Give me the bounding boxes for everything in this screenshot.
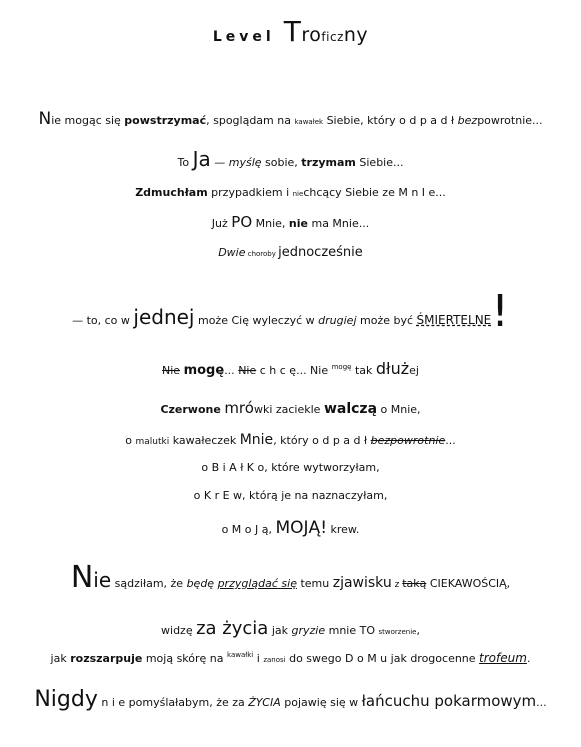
poem-line-12 [0, 520, 581, 537]
text-fragment: jak [50, 652, 71, 665]
poem-line-13 [0, 560, 581, 595]
text-fragment: mnie TO [325, 624, 379, 637]
text-fragment: sobie, [261, 156, 302, 169]
text-fragment: MOJĄ! [275, 518, 328, 538]
text-fragment: ej [409, 364, 419, 377]
poem-line-9 [0, 433, 581, 447]
text-fragment: myślę [228, 156, 262, 169]
text-fragment: ma Mnie... [307, 217, 370, 230]
poem-line-7 [0, 361, 581, 377]
poem-line-15 [0, 652, 581, 664]
text-fragment: ŻYCIA [248, 696, 281, 709]
poem-line-14 [0, 620, 581, 638]
text-fragment: N [70, 560, 94, 595]
poem-line-4 [0, 215, 581, 230]
text-fragment: . [526, 652, 531, 665]
text-fragment: kawałeczek [169, 434, 240, 447]
text-fragment: wki zaciekle [253, 403, 324, 416]
poem-line-2 [0, 149, 581, 169]
text-fragment: jak [268, 624, 292, 637]
title-t: T [283, 15, 302, 48]
text-fragment: Mnie [239, 432, 274, 448]
text-fragment: Nie [238, 364, 257, 377]
text-fragment: do swego D o M u jak drogocenne [285, 652, 480, 665]
text-fragment: Już [211, 217, 232, 230]
text-fragment: powrotnie... [477, 114, 543, 127]
text-fragment: ! [491, 286, 509, 337]
text-fragment: trzymam [301, 156, 356, 169]
text-fragment: sądziłam, że [111, 577, 187, 590]
text-fragment: ... [445, 434, 456, 447]
text-fragment: ... [224, 364, 239, 377]
text-fragment: ŚMIERTELNE [416, 313, 492, 327]
text-fragment: bezpowrotnie [370, 434, 446, 447]
text-fragment: jednej [133, 305, 195, 329]
text-fragment: walczą [323, 401, 378, 417]
text-fragment: dłuż [375, 359, 410, 378]
text-fragment: za życia [196, 618, 269, 639]
text-fragment: c h c ę... Nie [256, 364, 332, 377]
text-fragment: — [210, 156, 229, 169]
text-fragment: N [38, 109, 52, 129]
text-fragment: mogę [331, 363, 352, 371]
text-fragment: będę [186, 577, 215, 590]
text-fragment: łańcuchu pokarmowym [361, 692, 537, 710]
text-fragment: ie mogąc się [51, 114, 125, 127]
text-fragment: PO [231, 213, 253, 231]
text-fragment: To [177, 156, 193, 169]
text-fragment: — to, co w [72, 314, 134, 327]
title-cz: cz [329, 30, 344, 44]
text-fragment: Nigdy [34, 687, 98, 712]
text-fragment: Siebie, który o d p a d ł [323, 114, 458, 127]
poem-line-8 [0, 401, 581, 416]
poem-line-16 [0, 689, 581, 711]
text-fragment: może być [356, 314, 417, 327]
text-fragment: o [125, 434, 136, 447]
poem-line-11 [0, 490, 581, 501]
text-fragment: powstrzymać [124, 114, 207, 127]
text-fragment: ... [536, 696, 547, 709]
text-fragment: Siebie... [355, 156, 404, 169]
text-fragment: trofeum [479, 651, 527, 665]
text-fragment: , [416, 624, 420, 637]
text-fragment: bez [457, 114, 478, 127]
text-fragment: nie [292, 190, 304, 198]
text-fragment: chcący Siebie ze M n I e... [303, 186, 446, 199]
page-title [0, 15, 581, 48]
text-fragment: , spoglądam na [206, 114, 295, 127]
text-fragment: i [253, 652, 264, 665]
text-fragment: o B i A ł K o, które wytworzyłam, [201, 461, 380, 474]
poem-line-6 [0, 286, 581, 337]
text-fragment: z [391, 580, 403, 590]
text-fragment: Zdmuchłam [135, 186, 208, 199]
text-fragment: zanosi [263, 656, 286, 664]
text-fragment: przyglądać się [217, 577, 297, 590]
text-fragment: widzę [161, 624, 197, 637]
poem-line-3 [0, 187, 581, 198]
text-fragment: drugiej [318, 314, 357, 327]
text-fragment: Nie [162, 364, 181, 377]
text-fragment: ie [93, 568, 112, 592]
text-fragment: krew. [327, 523, 360, 536]
text-fragment: kawałek [294, 118, 324, 126]
text-fragment: taką [402, 577, 427, 590]
text-fragment: moją skórę na [142, 652, 228, 665]
title-ny: ny [343, 24, 369, 46]
text-fragment: przypadkiem i [207, 186, 293, 199]
text-fragment: CIEKAWOŚCIĄ, [426, 577, 511, 590]
title-level: Level [212, 29, 275, 45]
text-fragment: Mnie, [252, 217, 289, 230]
text-fragment: Dwie [218, 246, 246, 259]
text-fragment: może Cię wyleczyć w [194, 314, 319, 327]
poem-line-5 [0, 246, 581, 259]
title-fi: fi [321, 30, 330, 44]
text-fragment: jednocześnie [278, 245, 363, 260]
text-fragment: pojawię się w [280, 696, 362, 709]
text-fragment: o M o J ą, [221, 523, 276, 536]
text-fragment: nie [288, 217, 308, 230]
text-fragment: tak [351, 364, 376, 377]
text-fragment: zjawisku [332, 575, 392, 591]
text-fragment: stworzenie [378, 628, 417, 636]
text-fragment: malutki [135, 437, 170, 447]
text-fragment: Czerwone [160, 403, 221, 416]
poem-line-10 [0, 462, 581, 473]
text-fragment: rozszarpuje [70, 652, 143, 665]
poem-line-1 [0, 111, 581, 128]
text-fragment: o K r E w, którą je na naznaczyłam, [193, 489, 388, 502]
text-fragment: kawałki [227, 651, 254, 659]
text-fragment: mogę [183, 363, 225, 378]
text-fragment: mró [224, 399, 254, 417]
text-fragment: , który o d p a d ł [273, 434, 371, 447]
text-fragment: n i e pomyślałabym, że za [97, 696, 249, 709]
title-ro: ro [301, 24, 322, 46]
text-fragment: temu [296, 577, 333, 590]
text-fragment: Ja [192, 147, 211, 171]
text-fragment: choroby [245, 250, 279, 258]
text-fragment: o Mnie, [377, 403, 421, 416]
text-fragment: gryzie [291, 624, 326, 637]
